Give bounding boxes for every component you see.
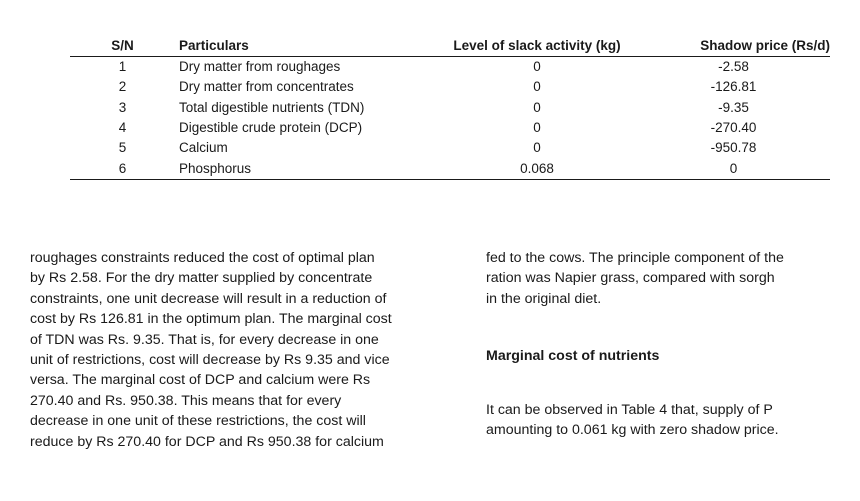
cell-shadow: -126.81 [710,79,757,95]
cell-slack: 0 [533,120,541,136]
cell-sn: 3 [118,99,127,115]
cell-shadow: -2.58 [718,59,749,75]
section-heading: Marginal cost of nutrients [486,348,660,364]
cell-slack: 0.068 [520,160,554,176]
text-line: of TDN was Rs. 9.35. That is, for every decrease in one [30,331,379,348]
text-line: fed to the cows. The principle component of the [486,250,784,266]
text-line: in the original diet. [486,290,602,307]
text-line: unit of restrictions, cost will decrease by Rs 9.35 and vice [30,352,390,369]
cell-particular: Dry matter from roughages [179,59,341,75]
cell-particular: Phosphorus [179,160,252,176]
header-shadow-price: Shadow price (Rs/d) [700,38,830,53]
text-line: reduce by Rs 270.40 for DCP and Rs 950.38 for calcium [30,433,384,450]
table-header-row [70,36,830,57]
table-row [70,57,830,78]
text-line: constraints, one unit decrease will result in a reduction of [30,290,387,307]
cell-sn: 6 [118,160,127,176]
cell-sn: 4 [118,120,127,136]
table-row [70,158,830,179]
header-slack-activity: Level of slack activity (kg) [453,38,621,53]
text-line: cost by Rs 126.81 in the optimum plan. The marginal cost [30,311,392,328]
header-sn: S/N [111,38,134,53]
cell-slack: 0 [533,140,541,156]
cell-particular: Dry matter from concentrates [179,79,354,95]
text-line: 270.40 and Rs. 950.38. This means that for every [30,392,342,409]
text-line: It can be observed in Table 4 that, supply of P [486,402,773,418]
text-line: ration was Napier grass, compared with sorgh [486,270,775,287]
table-row [70,77,830,97]
text-line: amounting to 0.061 kg with zero shadow price. [486,422,779,439]
text-line: by Rs 2.58. For the dry matter supplied by concentrate [30,270,373,287]
table-row [70,138,830,158]
cell-shadow: -950.78 [710,140,757,156]
text-line: roughages constraints reduced the cost of optimal plan [30,250,375,266]
cell-shadow: -270.40 [710,120,757,136]
cell-slack: 0 [533,59,541,75]
left-text-column [30,248,450,452]
cell-slack: 0 [533,99,541,115]
right-text-column [486,248,830,309]
cell-particular: Calcium [179,140,228,156]
right-text-column-bottom [486,400,830,441]
cell-sn: 1 [118,59,127,75]
cell-particular: Digestible crude protein (DCP) [179,120,363,136]
cell-shadow: -9.35 [718,99,749,115]
cell-sn: 5 [118,140,127,156]
text-line: decrease in one unit of these restrictions, the cost will [30,413,366,430]
shadow-price-table [70,36,830,180]
cell-particular: Total digestible nutrients (TDN) [179,99,365,115]
cell-slack: 0 [533,79,541,95]
table-row [70,118,830,138]
cell-sn: 2 [118,79,127,95]
cell-shadow: 0 [729,160,738,176]
text-line: versa. The marginal cost of DCP and calcium were Rs [30,372,371,389]
header-particulars: Particulars [179,38,249,53]
table-row [70,98,830,118]
